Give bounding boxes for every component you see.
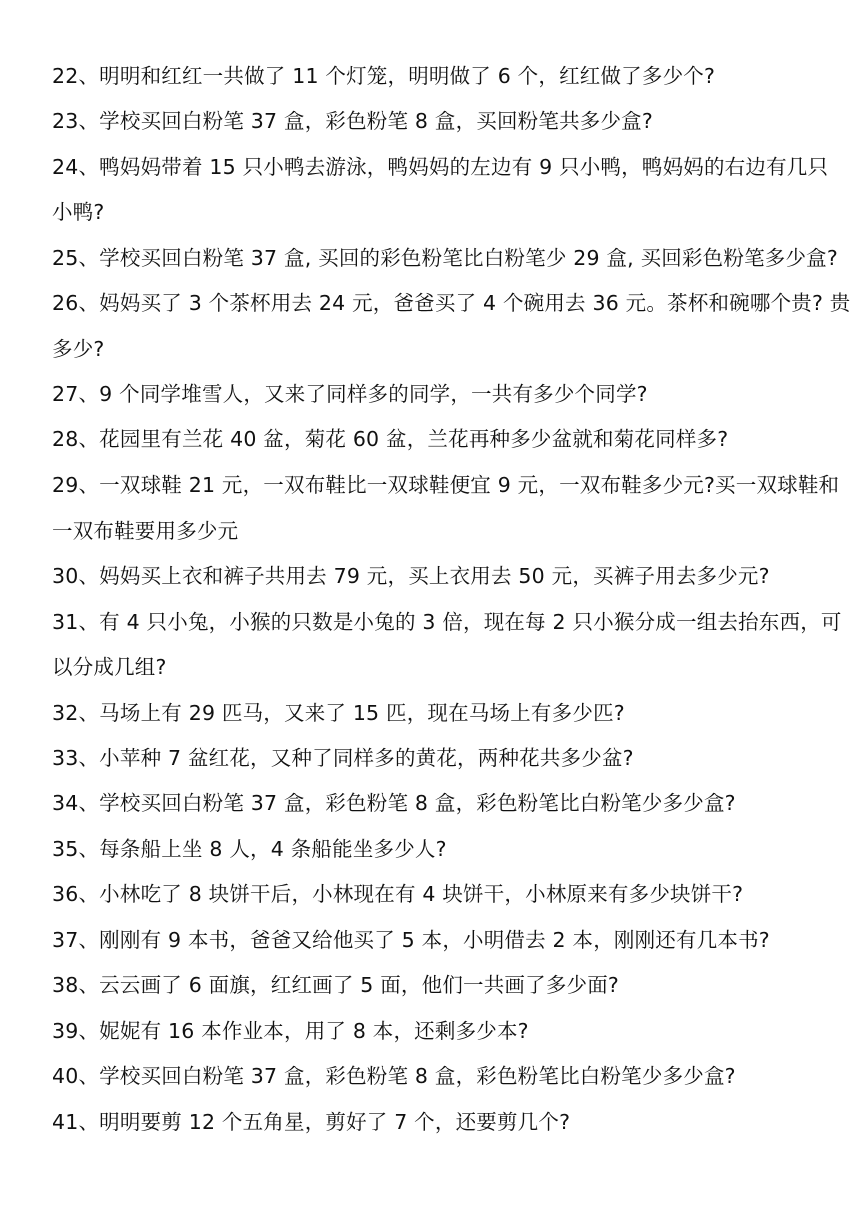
question-32-line-1: 32、马场上有 29 匹马，又来了 15 匹，现在马场上有多少匹?	[52, 701, 625, 725]
question-28-line-1: 28、花园里有兰花 40 盆，菊花 60 盆，兰花再种多少盆就和菊花同样多?	[52, 427, 729, 451]
question-39-line-1: 39、妮妮有 16 本作业本，用了 8 本，还剩多少本?	[52, 1019, 529, 1043]
question-27-line-1: 27、9 个同学堆雪人，又来了同样多的同学，一共有多少个同学?	[52, 382, 648, 406]
question-34-line-1: 34、学校买回白粉笔 37 盒，彩色粉笔 8 盒，彩色粉笔比白粉笔少多少盒?	[52, 791, 736, 815]
question-24-line-2: 小鸭?	[52, 200, 105, 224]
question-40-line-1: 40、学校买回白粉笔 37 盒，彩色粉笔 8 盒，彩色粉笔比白粉笔少多少盒?	[52, 1064, 736, 1088]
question-31-line-2: 以分成几组?	[52, 655, 167, 679]
question-24-line-1: 24、鸭妈妈带着 15 只小鸭去游泳，鸭妈妈的左边有 9 只小鸭，鸭妈妈的右边有几只	[52, 155, 829, 179]
question-33-line-1: 33、小苹种 7 盆红花，又种了同样多的黄花，两种花共多少盆?	[52, 746, 634, 770]
question-30-line-1: 30、妈妈买上衣和裤子共用去 79 元，买上衣用去 50 元，买裤子用去多少元?	[52, 564, 770, 588]
question-37-line-1: 37、刚刚有 9 本书，爸爸又给他买了 5 本，小明借去 2 本，刚刚还有几本书?	[52, 928, 770, 952]
question-26-line-1: 26、妈妈买了 3 个茶杯用去 24 元，爸爸买了 4 个碗用去 36 元。茶杯和碗哪个贵? 贵	[52, 291, 851, 315]
question-23-line-1: 23、学校买回白粉笔 37 盒，彩色粉笔 8 盒，买回粉笔共多少盒?	[52, 109, 653, 133]
question-29-line-2: 一双布鞋要用多少元	[52, 519, 239, 543]
question-36-line-1: 36、小林吃了 8 块饼干后，小林现在有 4 块饼干，小林原来有多少块饼干?	[52, 882, 744, 906]
question-35-line-1: 35、每条船上坐 8 人，4 条船能坐多少人?	[52, 837, 447, 861]
question-38-line-1: 38、云云画了 6 面旗，红红画了 5 面，他们一共画了多少面?	[52, 973, 620, 997]
question-22-line-1: 22、明明和红红一共做了 11 个灯笼，明明做了 6 个，红红做了多少个?	[52, 64, 716, 88]
question-26-line-2: 多少?	[52, 337, 105, 361]
question-25-line-1: 25、学校买回白粉笔 37 盒, 买回的彩色粉笔比白粉笔少 29 盒, 买回彩色粉笔多少盒?	[52, 246, 838, 270]
question-31-line-1: 31、有 4 只小兔，小猴的只数是小兔的 3 倍，现在每 2 只小猴分成一组去抬东西，可	[52, 610, 842, 634]
question-29-line-1: 29、一双球鞋 21 元，一双布鞋比一双球鞋便宜 9 元，一双布鞋多少元?买一双球鞋和	[52, 473, 840, 497]
question-41-line-1: 41、明明要剪 12 个五角星，剪好了 7 个，还要剪几个?	[52, 1110, 571, 1134]
